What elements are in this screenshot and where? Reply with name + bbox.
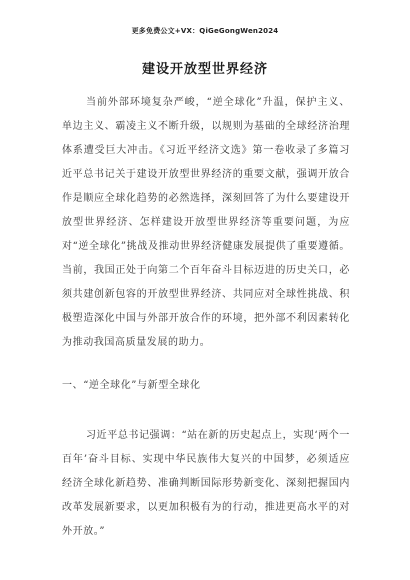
paragraph-quote: 习近平总书记强调：“站在新的历史起点上，实现‘两个一百年’奋斗目标、实现中华民族伟大复兴的中国梦，必须适应经济全球化新趋势、准确判断国际形势新变化、深刻把握国内改革发展新要求，以更加积极有为的行动，推进更高水平的对外开放。”: [62, 430, 350, 537]
section-heading: 一、“逆全球化”与新型全球化: [62, 380, 201, 391]
paragraph-intro: 当前外部环境复杂严峻，“逆全球化”升温，保护主义、单边主义、霸凌主义不断升级，以规则为基础的全球经济治理体系遭受巨大冲击。《习近平经济文选》第一卷收录了多篇习近平总书记关于建设开放型世界经济的重要文献，强调开放合作是顺应全球化趋势的必然选择，深刻回答了为什么要建设开放型世界经济、怎样建设开放型世界经济等重要问题，为应对“逆全球化”挑战及推动世界经济健康发展提供了重要遵循。当前，我国正处于向第二个百年奋斗目标迈进的历史关口，必须共建创新包容的开放型世界经济、共同应对全球性挑战、积极塑造深化中国与外部开放合作的环境，把外部不利因素转化为推动我国高质量发展的助力。: [62, 97, 350, 348]
page-title: 建设开放型世界经济: [141, 62, 268, 77]
header-note: 更多免费公文+VX：QiGeGongWen2024: [131, 27, 279, 35]
